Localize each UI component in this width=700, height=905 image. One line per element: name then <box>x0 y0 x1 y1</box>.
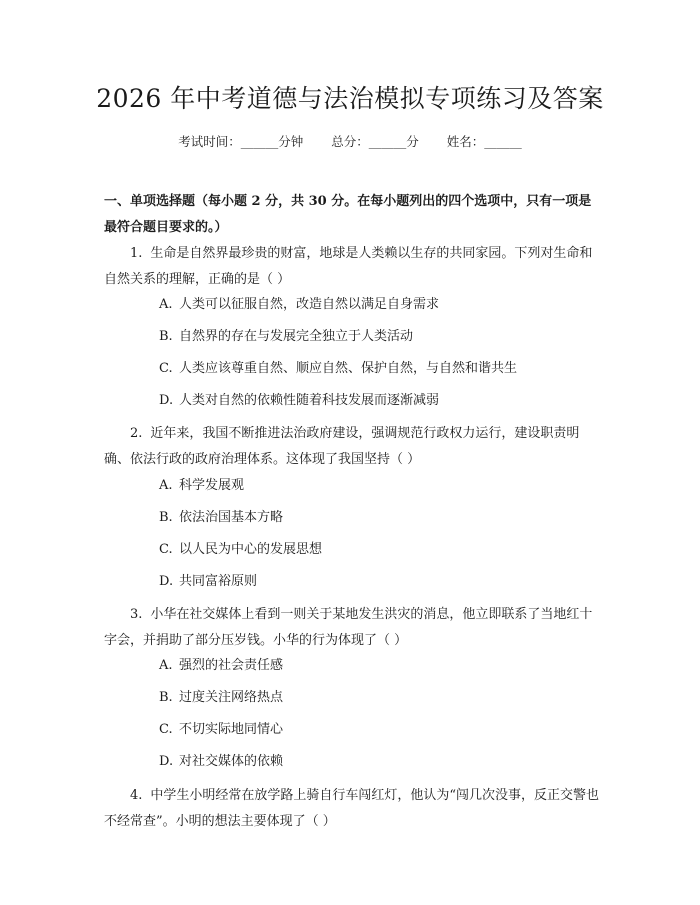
question-4 <box>104 783 600 835</box>
option-letter: D. <box>159 393 174 408</box>
exam-time-field: 考试时间：______分钟 <box>178 134 304 149</box>
option-text: 人类可以征服自然，改造自然以满足自身需求 <box>179 297 440 312</box>
option-text: 人类应该尊重自然、顺应自然、保护自然，与自然和谐共生 <box>179 361 518 376</box>
option-text: 过度关注网络热点 <box>179 690 284 705</box>
option-1c <box>159 360 599 378</box>
option-text: 依法治国基本方略 <box>179 510 284 525</box>
option-2a <box>159 477 599 495</box>
option-text: 强烈的社会责任感 <box>179 658 284 673</box>
option-1d <box>159 392 599 410</box>
question-number: 4. <box>130 788 143 803</box>
question-stem: 中学生小明经常在放学路上骑自行车闯红灯，他认为“闯几次没事，反正交警也不经常查”。小明的想法主要体现了（ ） <box>104 788 600 829</box>
option-letter: A. <box>159 658 173 673</box>
option-1a <box>159 296 599 314</box>
option-text: 自然界的存在与发展完全独立于人类活动 <box>179 329 414 344</box>
option-letter: B. <box>159 690 173 705</box>
option-2b <box>159 509 599 527</box>
option-letter: C. <box>159 722 173 737</box>
question-number: 2. <box>130 426 143 441</box>
option-letter: C. <box>159 361 173 376</box>
option-1b <box>159 328 599 346</box>
student-name-field: 姓名：______ <box>446 134 522 149</box>
option-text: 共同富裕原则 <box>179 574 258 589</box>
question-1 <box>104 241 600 293</box>
option-text: 对社交媒体的依赖 <box>179 754 284 769</box>
option-letter: A. <box>159 478 173 493</box>
option-letter: D. <box>159 574 174 589</box>
option-2d <box>159 573 599 591</box>
option-letter: D. <box>159 754 174 769</box>
option-letter: A. <box>159 297 173 312</box>
option-3c <box>159 721 599 739</box>
option-2c <box>159 541 599 559</box>
exam-meta <box>0 133 700 151</box>
question-3 <box>104 602 600 654</box>
question-stem: 小华在社交媒体上看到一则关于某地发生洪灾的消息，他立即联系了当地红十字会，并捐助了部分压岁钱。小华的行为体现了（ ） <box>104 607 593 648</box>
option-3b <box>159 689 599 707</box>
option-text: 不切实际地同情心 <box>179 722 284 737</box>
option-text: 科学发展观 <box>179 478 245 493</box>
option-3a <box>159 657 599 675</box>
question-stem: 生命是自然界最珍贵的财富，地球是人类赖以生存的共同家园。下列对生命和自然关系的理解，正确的是（ ） <box>104 246 593 287</box>
option-text: 人类对自然的依赖性随着科技发展而逐渐减弱 <box>179 393 440 408</box>
option-letter: B. <box>159 329 173 344</box>
section-heading: 一、单项选择题（每小题 2 分，共 30 分。在每小题列出的四个选项中，只有一项是最符合题目要求的。） <box>104 194 592 235</box>
question-stem: 近年来，我国不断推进法治政府建设，强调规范行政权力运行，建设职责明确、依法行政的政府治理体系。这体现了我国坚持（ ） <box>104 426 580 467</box>
question-number: 1. <box>130 246 143 261</box>
question-number: 3. <box>130 607 143 622</box>
option-letter: C. <box>159 542 173 557</box>
option-text: 以人民为中心的发展思想 <box>179 542 323 557</box>
option-letter: B. <box>159 510 173 525</box>
total-score-field: 总分：______分 <box>331 134 419 149</box>
question-2 <box>104 421 600 473</box>
page-title: 2026 年中考道德与法治模拟专项练习及答案 <box>96 84 604 113</box>
option-3d <box>159 753 599 771</box>
